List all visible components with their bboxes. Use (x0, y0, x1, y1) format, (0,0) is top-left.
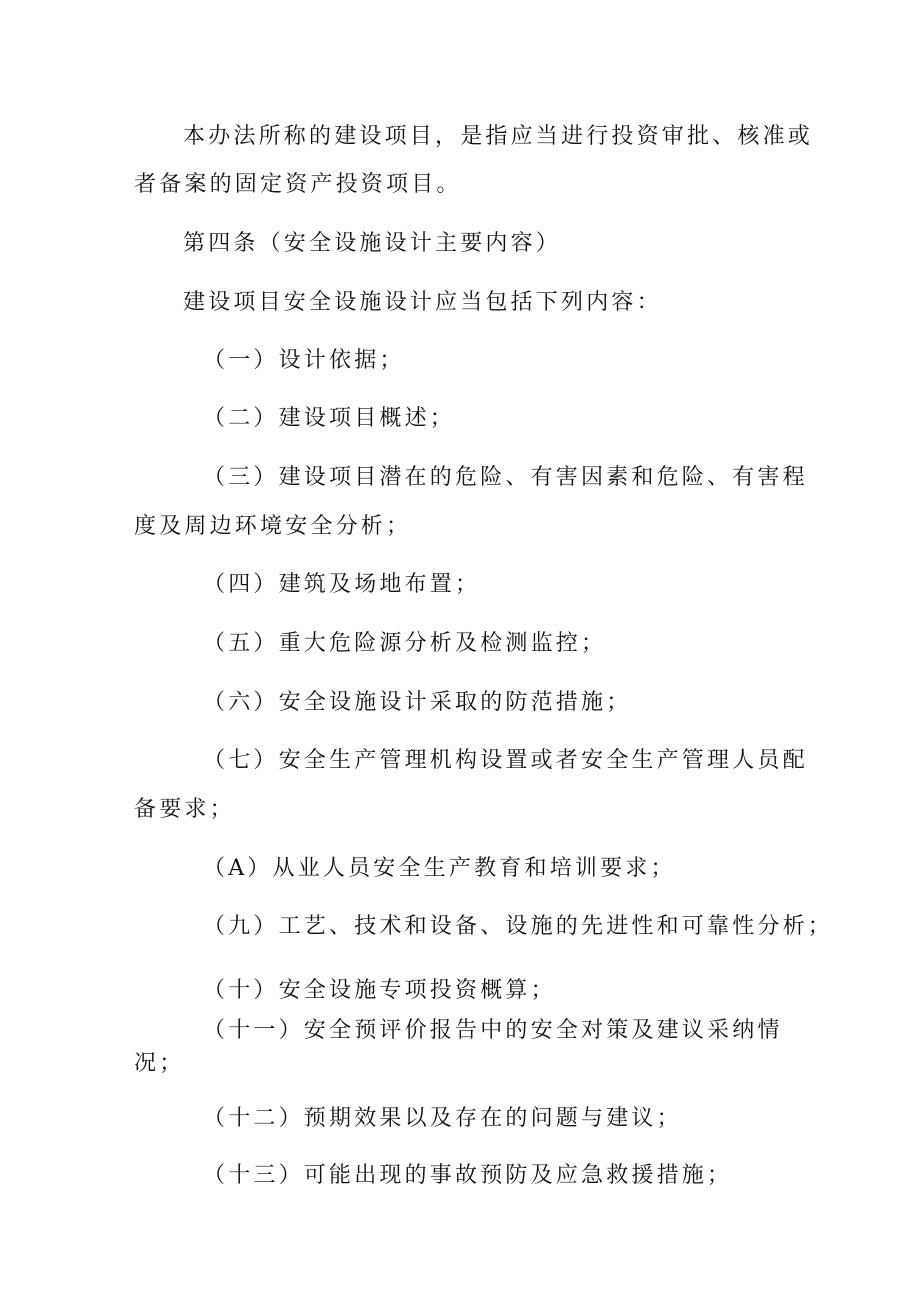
list-item: （六）安全设施设计采取的防范措施； (203, 690, 632, 715)
list-item: （九）工艺、技术和设备、设施的先进性和可靠性分析； (203, 914, 834, 939)
list-item: （十）安全设施专项投资概算； (203, 978, 556, 1003)
list-item-continuation: 况； (134, 1051, 185, 1076)
list-item-continuation: 备要求； (134, 797, 235, 822)
text-line: 本办法所称的建设项目，是指应当进行投资审批、核准或 (183, 124, 814, 149)
list-item: （一）设计依据； (203, 348, 405, 373)
list-item: （十二）预期效果以及存在的问题与建议； (203, 1106, 682, 1131)
list-item: （四）建筑及场地布置； (203, 572, 481, 597)
text-line: 建设项目安全设施设计应当包括下列内容： (183, 290, 662, 315)
list-item: （五）重大危险源分析及检测监控； (203, 631, 607, 656)
list-item-continuation: 度及周边环境安全分析； (134, 514, 412, 539)
text-line: 者备案的固定资产投资项目。 (134, 172, 462, 197)
list-item: （三）建设项目潜在的危险、有害因素和危险、有害程 (203, 465, 808, 490)
list-item: （十三）可能出现的事故预防及应急救援措施； (203, 1163, 733, 1188)
list-item: （A）从业人员安全生产教育和培训要求； (203, 856, 676, 881)
article-heading: 第四条（安全设施设计主要内容） (183, 231, 562, 256)
list-item: （十一）安全预评价报告中的安全对策及建议采纳情 (203, 1018, 783, 1043)
list-item: （二）建设项目概述； (203, 406, 456, 431)
list-item: （七）安全生产管理机构设置或者安全生产管理人员配 (203, 748, 808, 773)
